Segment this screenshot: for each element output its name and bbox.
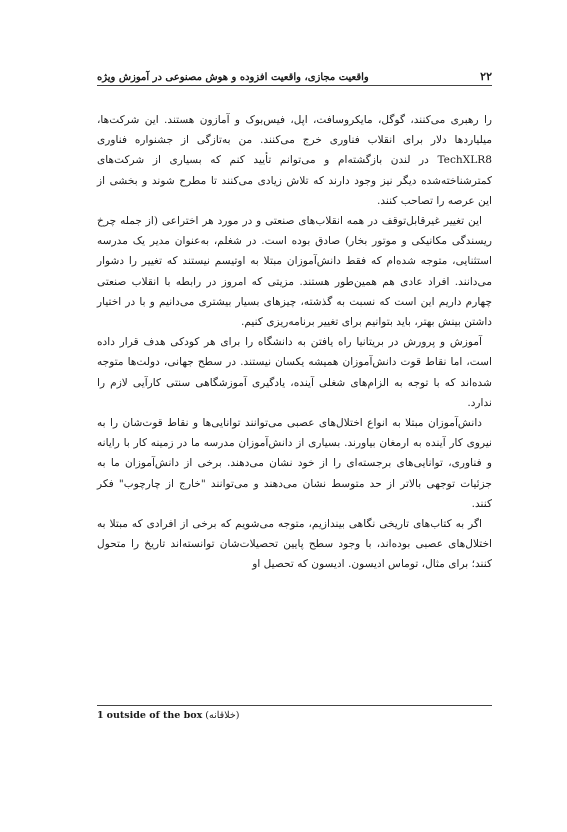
footnote-persian: (خلاقانه): [205, 710, 240, 721]
running-header: [97, 62, 492, 86]
footnote-divider: [97, 705, 492, 706]
paragraph: آموزش و پرورش در بریتانیا راه یافتن به دانشگاه را برای هر کودکی هدف قرار داده است، اما نقاط قوت دانش‌آموزان همیشه یکسان نیستند. در سطح جهانی، دولت‌ها متوجه شده‌اند که با توجه به الزام‌های شغلی آینده، یادگیری آموزشگاهی سنتی کارآیی لازم را ندارد.: [97, 336, 492, 409]
running-title: واقعیت مجازی، واقعیت افزوده و هوش مصنوعی در آموزش ویژه: [97, 72, 369, 83]
page-number: ۲۲: [480, 70, 492, 83]
paragraph: دانش‌آموزان مبتلا به انواع اختلال‌های عصبی می‌توانند توانایی‌ها و نقاط قوت‌شان را به نیروی کار آینده به ارمغان بیاورند. بسیاری از دانش‌آموزان مدرسه ما در زمینه کار با رایانه و فناوری، توانایی‌های برجسته‌ای را از خود نشان می‌دهند. برخی از دانش‌آموزان ما به جزئیات توجهی بالاتر از حد متوسط نشان می‌دهند و می‌توانند "خارج از چارچوب" فکر کنند.: [97, 417, 492, 510]
body-text: [97, 110, 492, 575]
paragraph: را رهبری می‌کنند، گوگل، مایکروسافت، اپل، فیس‌بوک و آمازون هستند. این شرکت‌ها، میلیاردها دلار برای انقلاب فناوری خرج می‌کنند. من به‌تازگی از جشنواره فناوری TechXLR8 در لندن بازگشته‌ام و می‌توانم تأیید کنم که بسیاری از شرکت‌های کمترشناخته‌شده دیگر نیز وجود دارند که تلاش زیادی می‌کنند تا مطرح شوند و بخشی از این عرصه را تصاحب کنند.: [97, 114, 492, 207]
paragraph: این تغییر غیرقابل‌توقف در همه انقلاب‌های صنعتی و در مورد هر اختراعی (از جمله چرخ ریسندگی مکانیکی و موتور بخار) صادق بوده است. در شغلم، به‌عنوان مدیر یک مدرسه استثنایی، متوجه شده‌ام که فقط دانش‌آموزان مبتلا به اوتیسم نیستند که تغییر را دشوار می‌دانند. افراد عادی هم همین‌طور هستند. مزیتی که امروز در رابطه با انقلاب صنعتی چهارم داریم این است که نسبت به گذشته، چیزهای بسیار بیشتری می‌دانیم و با در اختیار داشتن بینش بهتر، باید بتوانیم برای تغییر برنامه‌ریزی کنیم.: [97, 215, 492, 329]
paragraph: اگر به کتاب‌های تاریخی نگاهی بیندازیم، متوجه می‌شویم که برخی از افرادی که مبتلا به اختلال‌های عصبی بوده‌اند، با وجود سطح پایین تحصیلات‌شان توانسته‌اند تاریخ را متحول کنند؛ برای مثال، توماس ادیسون. ادیسون که تحصیل او: [97, 518, 492, 571]
footnote-english: outside of the box: [106, 710, 203, 721]
footnote-marker: 1: [97, 710, 104, 721]
footnote: [97, 710, 492, 721]
